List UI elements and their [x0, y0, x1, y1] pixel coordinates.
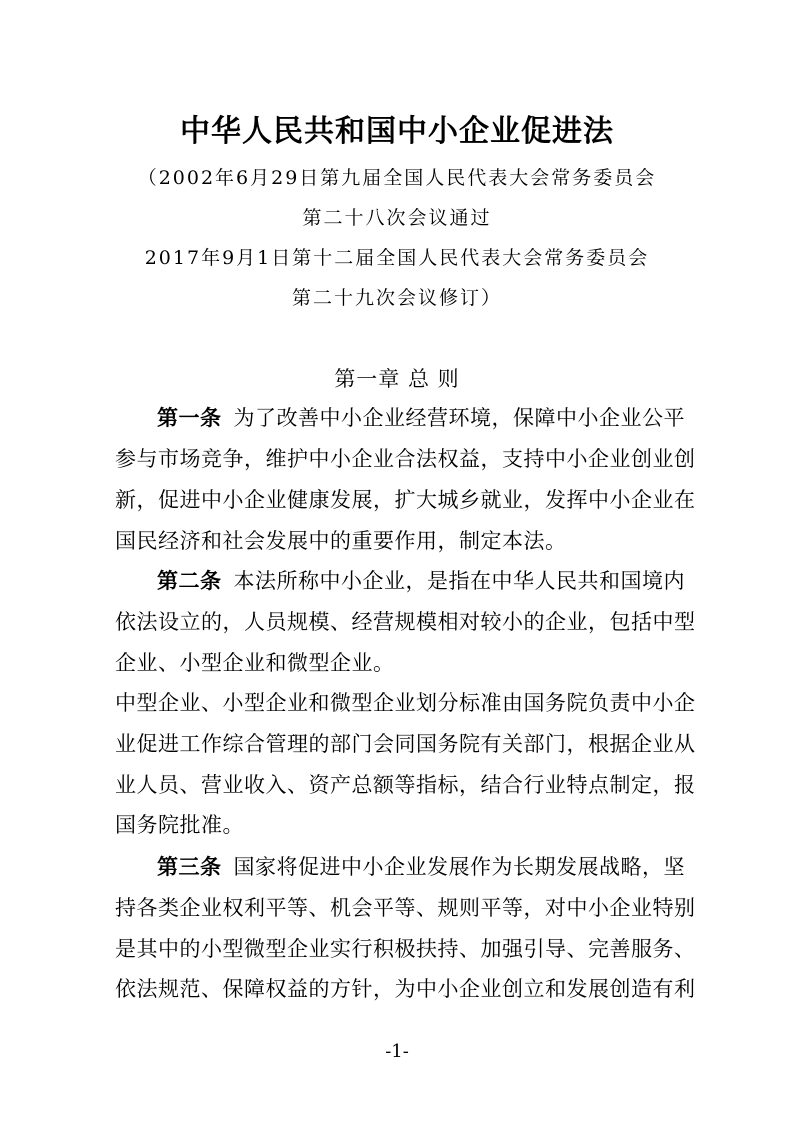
article-3-label: 第三条 — [157, 855, 222, 879]
article-1-label: 第一条 — [157, 406, 222, 430]
article-1-line — [157, 403, 685, 433]
subtitle-line: （2002年6月29日第九届全国人民代表大会常务委员会 — [137, 167, 657, 189]
article-2-label: 第二条 — [157, 569, 222, 593]
article-3-text: 国家将促进中小企业发展作为长期发展战略，坚 — [233, 855, 685, 879]
article-2-para2-line: 国务院批准。 — [115, 813, 244, 837]
article-3-line: 是其中的小型微型企业实行积极扶持、加强引导、完善服务、 — [115, 937, 696, 961]
article-1-text: 为了改善中小企业经营环境，保障中小企业公平 — [233, 406, 685, 430]
document-title: 中华人民共和国中小企业促进法 — [180, 114, 614, 149]
subtitle-line: 第二十八次会议通过 — [302, 207, 492, 229]
subtitle-line: 2017年9月1日第十二届全国人民代表大会常务委员会 — [144, 247, 650, 269]
article-3-line: 依法规范、保障权益的方针，为中小企业创立和发展创造有利 — [115, 977, 696, 1001]
article-2-line: 依法设立的，人员规模、经营规模相对较小的企业，包括中型 — [115, 610, 696, 634]
page-number: -1- — [385, 1041, 409, 1062]
article-2-text: 本法所称中小企业，是指在中华人民共和国境内 — [233, 569, 685, 593]
article-3-line — [157, 852, 685, 882]
article-2-para2-line: 中型企业、小型企业和微型企业划分标准由国务院负责中小企 — [115, 691, 696, 715]
subtitle-line: 第二十九次会议修订） — [291, 287, 502, 309]
article-1-line: 新，促进中小企业健康发展，扩大城乡就业，发挥中小企业在 — [115, 488, 696, 512]
article-2-line: 企业、小型企业和微型企业。 — [115, 651, 395, 675]
article-1-line: 参与市场竞争，维护中小企业合法权益，支持中小企业创业创 — [115, 447, 696, 471]
article-2-para2-line: 业促进工作综合管理的部门会同国务院有关部门，根据企业从 — [115, 732, 696, 756]
article-2-para2-line: 业人员、营业收入、资产总额等指标，结合行业特点制定，报 — [115, 773, 696, 797]
article-1-line: 国民经济和社会发展中的重要作用，制定本法。 — [115, 529, 567, 553]
article-3-line: 持各类企业权利平等、机会平等、规则平等，对中小企业特别 — [115, 896, 696, 920]
chapter-heading: 第一章 总 则 — [334, 367, 460, 391]
article-2-line — [157, 566, 685, 596]
